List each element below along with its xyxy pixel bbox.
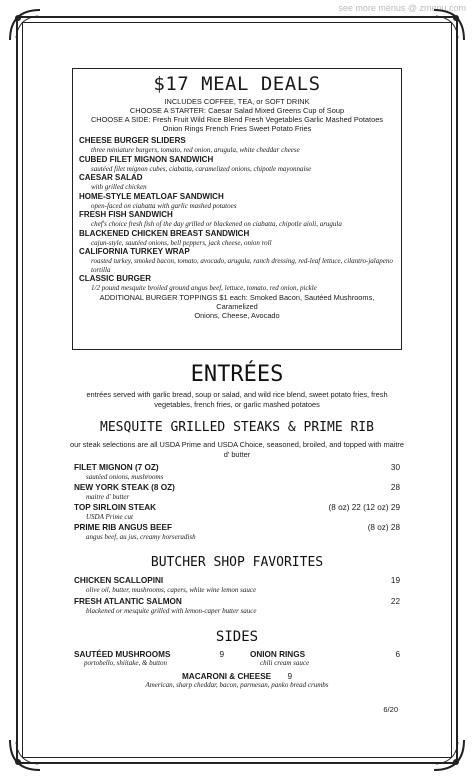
- side-line-1: CHOOSE A SIDE: Fresh Fruit Wild Rice Blend Fresh Vegetables Garlic Mashed Potatoes: [90, 115, 384, 124]
- item-desc: chef's choice fresh fish of the day grilled or blackened on ciabatta, chipotle aioli, arugula: [91, 220, 342, 228]
- steaks-note: our steak selections are all USDA Prime and USDA Choice, seasoned, broiled, and topped with maitre d' butter: [70, 440, 404, 459]
- item-price: (8 oz) 28: [367, 523, 400, 532]
- item-desc: three miniature burgers, tomato, red onion, arugula, white cheddar cheese: [91, 146, 300, 154]
- toppings-line-1: ADDITIONAL BURGER TOPPINGS $1 each: Smoked Bacon, Sautéed Mushrooms, Caramelized: [99, 292, 375, 311]
- corner-flourish-icon: [8, 8, 42, 42]
- item-desc: sautéed filet mignon cubes, ciabatta, caramelized onions, chipotle mayonnaise: [91, 164, 312, 173]
- item-desc: cajun-style, sautéed onions, bell peppers, jack cheese, onion roll: [91, 238, 272, 247]
- item-name: PRIME RIB ANGUS BEEF: [74, 523, 172, 532]
- side-name: SAUTÉED MUSHROOMS: [74, 650, 171, 659]
- menu-date: 6/20: [383, 705, 398, 714]
- menu-item-row: [74, 503, 400, 522]
- side-price: 9: [219, 650, 224, 659]
- meal-deals-includes: INCLUDES COFFEE, TEA, or SOFT DRINK: [164, 97, 310, 106]
- side-item: [74, 650, 224, 667]
- sides-title: SIDES: [215, 629, 259, 645]
- steaks-title: MESQUITE GRILLED STEAKS & PRIME RIB: [100, 420, 374, 435]
- item-name: BLACKENED CHICKEN BREAST SANDWICH: [79, 228, 250, 238]
- meal-deal-item: [79, 155, 395, 174]
- side-line-2: Onion Rings French Fries Sweet Potato Fries: [162, 124, 312, 133]
- side-desc: American, sharp cheddar, bacon, parmesan, panko bread crumbs: [145, 681, 329, 689]
- meal-deals-box: [72, 68, 402, 350]
- toppings-line-2: Onions, Cheese, Avocado: [194, 310, 280, 320]
- side-item: [250, 650, 400, 667]
- item-name: CHICKEN SCALLOPINI: [74, 576, 164, 585]
- item-name: FILET MIGNON (7 OZ): [74, 463, 159, 472]
- menu-item-row: [74, 463, 400, 482]
- item-name: FRESH ATLANTIC SALMON: [74, 597, 182, 606]
- item-name: TOP SIRLOIN STEAK: [74, 503, 157, 512]
- item-price: 22: [390, 597, 400, 606]
- item-desc: with grilled chicken: [91, 183, 147, 191]
- item-desc: USDA Prime cut: [86, 513, 133, 521]
- item-desc: angus beef, au jus, creamy horseradish: [86, 533, 196, 541]
- side-name: ONION RINGS: [250, 650, 306, 659]
- corner-flourish-icon: [8, 738, 42, 772]
- item-desc: sautéed onions, mushrooms: [86, 473, 164, 481]
- item-price: 30: [390, 463, 400, 472]
- item-name: CUBED FILET MIGNON SANDWICH: [79, 154, 214, 164]
- side-desc: portobello, shiitake, & button: [84, 659, 168, 667]
- meal-deals-title: $17 MEAL DEALS: [153, 73, 321, 95]
- menu-item-row: [74, 523, 400, 542]
- item-name: FRESH FISH SANDWICH: [79, 210, 173, 219]
- item-name: HOME-STYLE MEATLOAF SANDWICH: [79, 191, 224, 201]
- entrees-title: ENTRÉES: [190, 362, 284, 387]
- menu-item-row: [74, 576, 400, 595]
- side-price: 9: [287, 672, 292, 681]
- menu-item-row: [74, 483, 400, 502]
- meal-deal-item: [79, 229, 395, 248]
- item-desc: roasted turkey, smoked bacon, tomato, avocado, arugula, ranch dressing, red-leaf lettuce, cilantro-jalapeno tortilla: [91, 257, 393, 274]
- side-item: [74, 672, 400, 689]
- starter-line: CHOOSE A STARTER: Caesar Salad Mixed Greens Cup of Soup: [129, 106, 345, 115]
- item-desc: maitre d' butter: [86, 493, 130, 501]
- item-price: 19: [390, 576, 400, 585]
- side-price: 6: [395, 650, 400, 659]
- meal-deal-item: [79, 247, 395, 274]
- butcher-title: BUTCHER SHOP FAVORITES: [150, 555, 324, 570]
- item-desc: blackened or mesquite grilled with lemon-caper butter sauce: [86, 607, 257, 615]
- item-name: CALIFORNIA TURKEY WRAP: [79, 247, 190, 256]
- corner-flourish-icon: [432, 8, 466, 42]
- meal-deal-item: [79, 173, 395, 192]
- item-name: CHEESE BURGER SLIDERS: [79, 136, 186, 145]
- meal-deal-item: [79, 274, 395, 293]
- item-desc: 1/2 pound mesquite broiled ground angus beef, lettuce, tomato, red onion, pickle: [91, 284, 317, 292]
- meal-deal-item: [79, 210, 395, 229]
- watermark-text: see more menus @ zmenu.com: [338, 3, 466, 13]
- item-name: NEW YORK STEAK (8 OZ): [74, 483, 175, 492]
- item-price: 28: [390, 483, 400, 492]
- side-desc: chili cream sauce: [260, 659, 310, 667]
- meal-deal-item: [79, 136, 395, 155]
- item-name: CLASSIC BURGER: [79, 274, 152, 283]
- item-price: (8 oz) 22 (12 oz) 29: [328, 503, 400, 512]
- side-name-row: [74, 672, 400, 681]
- meal-deal-item: [79, 192, 395, 211]
- item-name: CAESAR SALAD: [79, 173, 143, 182]
- menu-item-row: [74, 597, 400, 616]
- item-desc: open-faced on ciabatta with garlic mashed potatoes: [91, 201, 237, 210]
- item-desc: olive oil, butter, mushrooms, capers, white wine lemon sauce: [86, 586, 257, 594]
- side-name: MACARONI & CHEESE: [181, 672, 272, 681]
- corner-flourish-icon: [432, 738, 466, 772]
- entrees-note: entrées served with garlic bread, soup or salad, and wild rice blend, sweet potato fries, fresh vegetables, french fries, or garlic mashed potatoes: [86, 390, 388, 409]
